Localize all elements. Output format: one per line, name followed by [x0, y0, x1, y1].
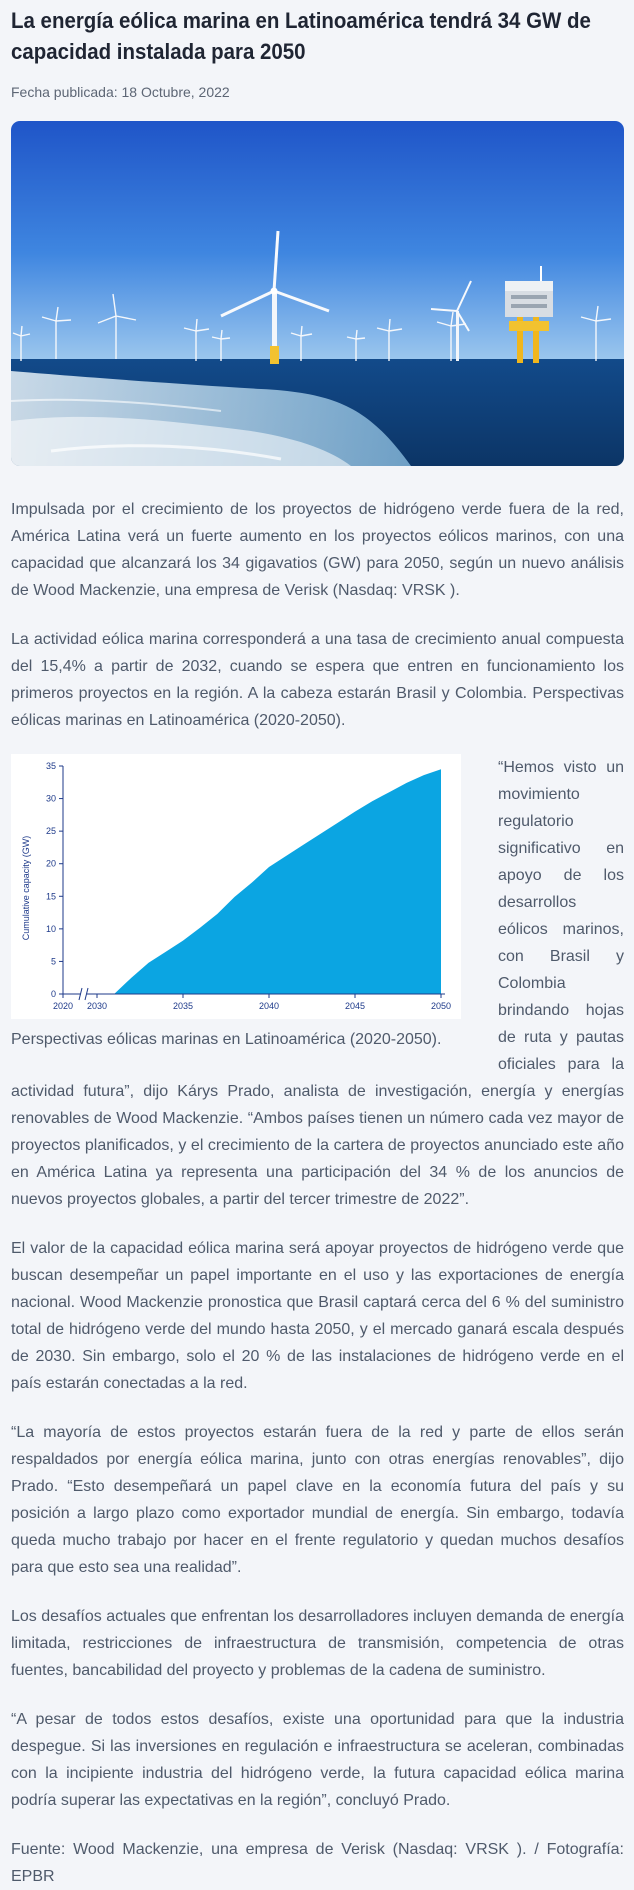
paragraph-1: Impulsada por el crecimiento de los proyectos de hidrógeno verde fuera de la red, América Latina verá un fuerte aumento en los proyectos eólicos marinos, con una capacidad que alcanzará los 34 gigavatios (GW) para 2050, según un nuevo análisis de Wood Mackenzie, una empresa de Verisk (Nasdaq: VRSK ).	[11, 501, 624, 599]
capacity-chart	[11, 754, 461, 1019]
y-tick-label: 25	[45, 826, 56, 837]
chart-caption: Perspectivas eólicas marinas en Latinoamérica (2020-2050).	[11, 1031, 442, 1048]
x-tick-label: 2030	[86, 1001, 108, 1011]
hero-image	[11, 121, 624, 466]
source-credit: Fuente: Wood Mackenzie, una empresa de Verisk (Nasdaq: VRSK ). / Fotografía: EPBR	[11, 1841, 624, 1885]
paragraph-6: Los desafíos actuales que enfrentan los desarrolladores incluyen demanda de energía limitada, restricciones de infraestructura de transmisión, competencia de otras fuentes, bancabilidad del proyecto y problemas de la cadena de suministro.	[11, 1608, 624, 1679]
x-tick-label: 2020	[52, 1001, 74, 1011]
y-tick-label: 15	[45, 891, 56, 902]
y-axis-label: Cumulative capacity (GW)	[21, 835, 31, 941]
y-tick-label: 30	[45, 793, 56, 804]
x-tick-label: 2045	[344, 1001, 366, 1011]
x-tick-label: 2050	[430, 1001, 452, 1011]
y-tick-label: 5	[50, 956, 56, 967]
paragraph-5: “La mayoría de estos proyectos estarán fuera de la red y parte de ellos serán respaldados por energía eólica marina, junto con otras energías renovables”, dijo Prado. “Esto desempeñará un papel clave en la economía futura del país y su posición a largo plazo como exportador mundial de energía. Sin embargo, todavía queda mucho trabajo por hacer en el frente regulatorio y quedan muchos desafíos para que esto sea una realidad”.	[11, 1424, 624, 1576]
paragraph-3-quote: “Hemos visto un movimiento regulatorio significativo en apoyo de los desarrollos eólicos marinos, con Brasil y Colombia brindando hojas de ruta y pautas oficiales para la actividad futura”, dijo Kárys Prado, analista de investigación, energía y energías renovables de Wood Mackenzie. “Ambos países tienen un número cada vez mayor de proyectos planificados, y el crecimiento de la cartera de proyectos anunciado este año en América Latina ya representa una participación del 34 % de los anuncios de nuevos proyectos globales, a partir del tercer trimestre de 2022”.	[11, 759, 624, 1208]
paragraph-2: La actividad eólica marina corresponderá a una tasa de crecimiento anual compuesta del 15,4% a partir de 2032, cuando se espera que entren en funcionamiento los primeros proyectos en la región. A la cabeza estarán Brasil y Colombia. Perspectivas eólicas marinas en Latinoamérica (2020-2050).	[11, 631, 624, 729]
x-tick-label: 2040	[258, 1001, 280, 1011]
capacity-area	[97, 769, 441, 994]
y-tick-label: 35	[45, 761, 56, 771]
chart-with-quote	[11, 754, 624, 1213]
paragraph-4: El valor de la capacidad eólica marina será apoyar proyectos de hidrógeno verde que buscan desempeñar un papel importante en el uso y las exportaciones de energía nacional. Wood Mackenzie pronostica que Brasil captará cerca del 6 % del suministro total de hidrógeno verde del mundo hasta 2050, y el mercado ganará escala después de 2030. Sin embargo, solo el 20 % de las instalaciones de hidrógeno verde en el país estarán conectadas a la red.	[11, 1240, 624, 1392]
y-tick-label: 10	[45, 923, 56, 934]
x-tick-label: 2035	[172, 1001, 194, 1011]
published-date: Fecha publicada: 18 Octubre, 2022	[11, 84, 230, 100]
paragraph-7: “A pesar de todos estos desafíos, existe una oportunidad para que la industria despegue. Si las inversiones en regulación e infraestructura se aceleran, combinadas con la incipiente industria del hidrógeno verde, la futura capacidad eólica marina podría superar las expectativas en la región”, concluyó Prado.	[11, 1711, 624, 1809]
y-tick-label: 0	[50, 989, 56, 999]
chart-panel	[11, 754, 461, 1019]
axis-break-marker	[79, 988, 88, 1000]
article-title: La energía eólica marina en Latinoamérica tendrá 34 GW de capacidad instalada para 2050	[11, 8, 591, 64]
y-tick-label: 20	[45, 858, 56, 869]
chart-figure	[11, 754, 478, 1053]
